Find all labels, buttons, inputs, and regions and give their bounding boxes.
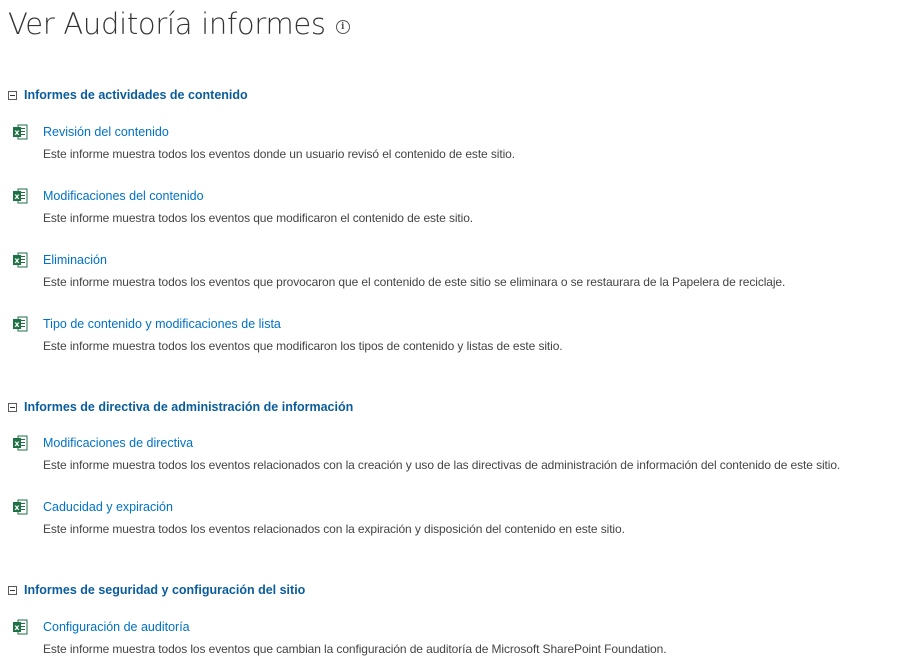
- svg-text:x: x: [14, 320, 20, 329]
- page-header: [8, 4, 350, 44]
- section-header[interactable]: [8, 87, 920, 103]
- excel-icon[interactable]: [12, 252, 28, 268]
- report-description: Este informe muestra todos los eventos relacionados con la expiración y disposición del contenido en este sitio.: [43, 522, 625, 536]
- report-link[interactable]: Tipo de contenido y modificaciones de lista: [43, 317, 281, 331]
- svg-text:x: x: [14, 128, 20, 137]
- report-item-content-review: [8, 124, 920, 188]
- section-title[interactable]: Informes de seguridad y configuración del sitio: [24, 583, 306, 597]
- section-header[interactable]: [8, 582, 920, 598]
- svg-text:x: x: [14, 256, 20, 265]
- page-title: Ver Auditoría informes: [8, 7, 326, 41]
- report-description: Este informe muestra todos los eventos que modificaron el contenido de este sitio.: [43, 211, 474, 225]
- excel-icon[interactable]: [12, 499, 28, 515]
- excel-icon[interactable]: [12, 188, 28, 204]
- section-information-policy: [8, 399, 920, 563]
- section-title[interactable]: Informes de directiva de administración de información: [24, 400, 354, 414]
- report-item-deletion: [8, 252, 920, 316]
- report-link[interactable]: Eliminación: [43, 253, 107, 267]
- excel-icon[interactable]: [12, 124, 28, 140]
- collapse-toggle-icon[interactable]: [8, 586, 17, 595]
- collapse-toggle-icon[interactable]: [8, 91, 17, 100]
- collapse-toggle-icon[interactable]: [8, 403, 17, 412]
- section-title[interactable]: Informes de actividades de contenido: [24, 88, 248, 102]
- report-item-audit-settings: [8, 619, 920, 665]
- report-description: Este informe muestra todos los eventos que modificaron los tipos de contenido y listas de este sitio.: [43, 339, 563, 353]
- report-description: Este informe muestra todos los eventos relacionados con la creación y uso de las directivas de administración de información del contenido de este sitio.: [43, 458, 841, 472]
- svg-text:x: x: [14, 623, 20, 632]
- report-item-content-modifications: [8, 188, 920, 252]
- report-link[interactable]: Modificaciones del contenido: [43, 189, 204, 203]
- svg-text:x: x: [14, 503, 20, 512]
- excel-icon[interactable]: [12, 316, 28, 332]
- svg-text:x: x: [14, 192, 20, 201]
- report-description: Este informe muestra todos los eventos donde un usuario revisó el contenido de este sitio.: [43, 147, 515, 161]
- info-icon[interactable]: i: [336, 20, 350, 34]
- report-link[interactable]: Configuración de auditoría: [43, 620, 190, 634]
- section-security-site-settings: [8, 582, 920, 665]
- report-link[interactable]: Revisión del contenido: [43, 125, 169, 139]
- section-content-activity: [8, 87, 920, 380]
- report-description: Este informe muestra todos los eventos que cambian la configuración de auditoría de Microsoft SharePoint Foundation.: [43, 642, 667, 656]
- report-item-policy-modifications: [8, 435, 920, 499]
- svg-text:x: x: [14, 439, 20, 448]
- report-item-content-type-list-modifications: [8, 316, 920, 380]
- report-item-expiration-disposition: [8, 499, 920, 563]
- excel-icon[interactable]: [12, 619, 28, 635]
- report-link[interactable]: Caducidad y expiración: [43, 500, 173, 514]
- section-header[interactable]: [8, 399, 920, 415]
- report-link[interactable]: Modificaciones de directiva: [43, 436, 194, 450]
- excel-icon[interactable]: [12, 435, 28, 451]
- report-description: Este informe muestra todos los eventos que provocaron que el contenido de este sitio se eliminara o se restaurara de la Papelera de reciclaje.: [43, 275, 786, 289]
